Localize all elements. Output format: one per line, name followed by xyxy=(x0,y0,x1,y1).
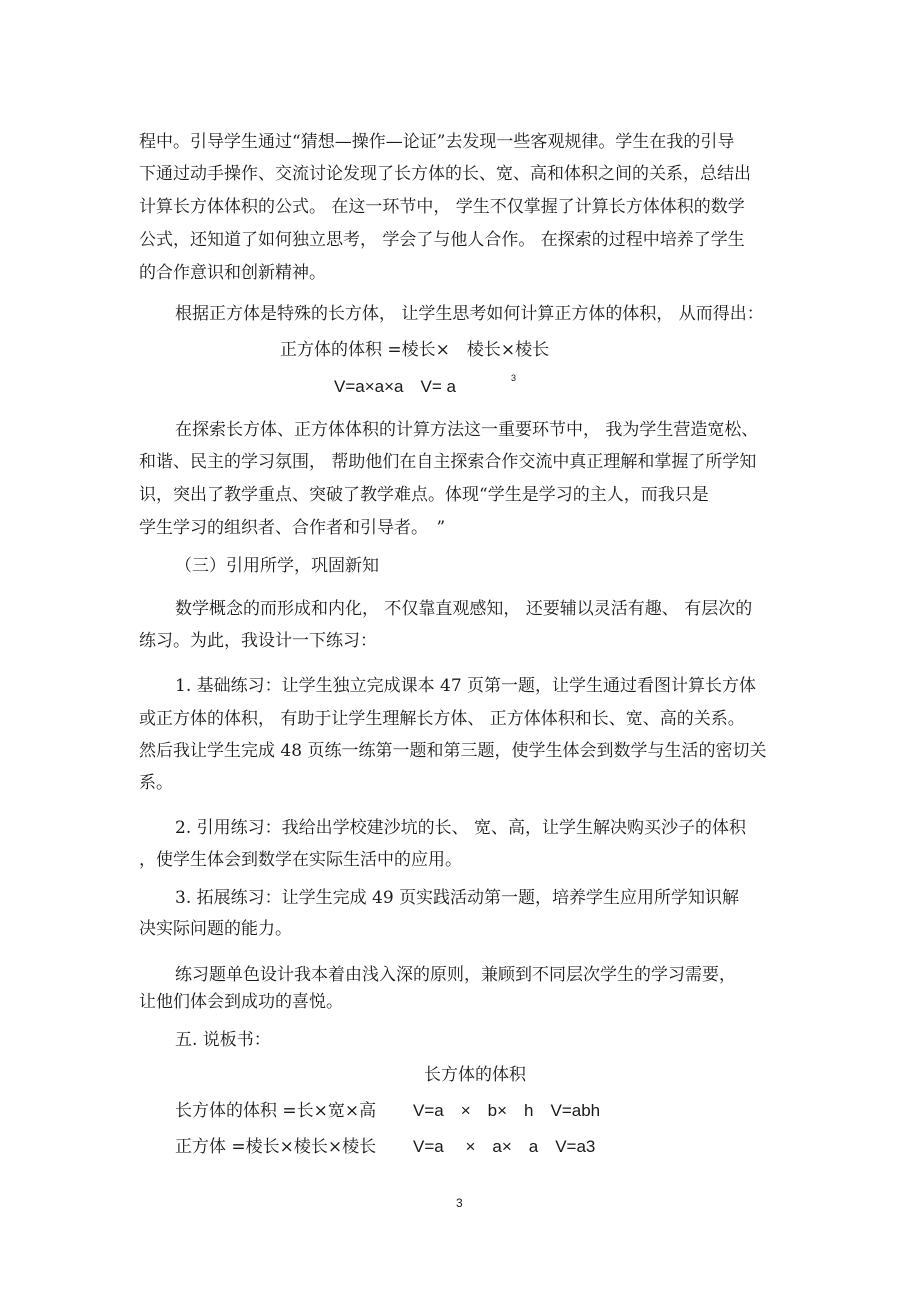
paragraph-line: 识，突出了教学重点、突破了教学难点。体现“学生是学习的主人，而我只是 xyxy=(139,485,709,505)
paragraph-line: 和谐、民主的学习氛围， 帮助他们在自主探索合作交流中真正理解和掌握了所学知 xyxy=(139,452,757,472)
paragraph-line: 在探索长方体、正方体体积的计算方法这一重要环节中， 我为学生营造宽松、 xyxy=(175,420,759,440)
section-heading: （三）引用所学，巩固新知 xyxy=(175,556,379,576)
exponent: 3 xyxy=(511,373,517,383)
paragraph-line: 让他们体会到成功的喜悦。 xyxy=(139,992,343,1012)
paragraph-line: 学生学习的组织者、合作者和引导者。 ” xyxy=(139,518,446,538)
paragraph-line: 的合作意识和创新精神。 xyxy=(139,263,326,283)
exercise-line: 然后我让学生完成 48 页练一练第一题和第三题，使学生体会到数学与生活的密切关 xyxy=(139,741,767,761)
board-row-formula: V=a × b× h V=abh xyxy=(413,1101,601,1120)
exercise-line: 3. 拓展练习：让学生完成 49 页实践活动第一题，培养学生应用所学知识解 xyxy=(175,888,740,908)
cube-volume-symbolic: V=a×a×a V= a xyxy=(334,377,456,396)
board-row-text: 正方体 =棱长×棱长×棱长 xyxy=(175,1137,377,1157)
paragraph-line: 下通过动手操作、交流讨论发现了长方体的长、宽、高和体积之间的关系，总结出 xyxy=(139,164,751,184)
paragraph-line: 公式，还知道了如何独立思考， 学会了与他人合作。 在探索的过程中培养了学生 xyxy=(139,230,745,250)
exercise-line: 系。 xyxy=(139,773,173,793)
board-row-formula: V=a × a× a V=a3 xyxy=(413,1137,596,1156)
paragraph-line: 计算长方体体积的公式。 在这一环节中， 学生不仅掌握了计算长方体体积的数学 xyxy=(139,197,745,217)
exercise-line: 1. 基础练习：让学生独立完成课本 47 页第一题，让学生通过看图计算长方体 xyxy=(175,676,757,696)
cube-volume-formula: 正方体的体积 =棱长× 棱长×棱长 xyxy=(280,340,550,360)
paragraph-line: 数学概念的而形成和内化， 不仅靠直观感知， 还要辅以灵活有趣、 有层次的 xyxy=(175,599,753,619)
paragraph-line: 练习题单色设计我本着由浅入深的原则，兼顾到不同层次学生的学习需要， xyxy=(175,965,736,985)
exercise-line: 决实际问题的能力。 xyxy=(139,919,292,939)
exercise-line: 或正方体的体积， 有助于让学生理解长方体、 正方体体积和长、宽、高的关系。 xyxy=(139,709,745,729)
board-title: 长方体的体积 xyxy=(424,1065,526,1085)
section-heading: 五. 说板书： xyxy=(175,1030,271,1050)
exercise-line: ，使学生体会到数学在实际生活中的应用。 xyxy=(139,850,462,870)
exercise-line: 2. 引用练习：我给出学校建沙坑的长、 宽、高，让学生解决购买沙子的体积 xyxy=(175,818,747,838)
board-row-text: 长方体的体积 =长×宽×高 xyxy=(175,1101,377,1121)
paragraph-line: 程中。引导学生通过“猜想—操作—论证”去发现一些客观规律。学生在我的引导 xyxy=(139,132,735,152)
paragraph-line: 练习。为此，我设计一下练习： xyxy=(139,631,377,651)
paragraph-line: 根据正方体是特殊的长方体， 让学生思考如何计算正方体的体积， 从而得出： xyxy=(175,304,764,324)
page-number: 3 xyxy=(456,1196,463,1210)
